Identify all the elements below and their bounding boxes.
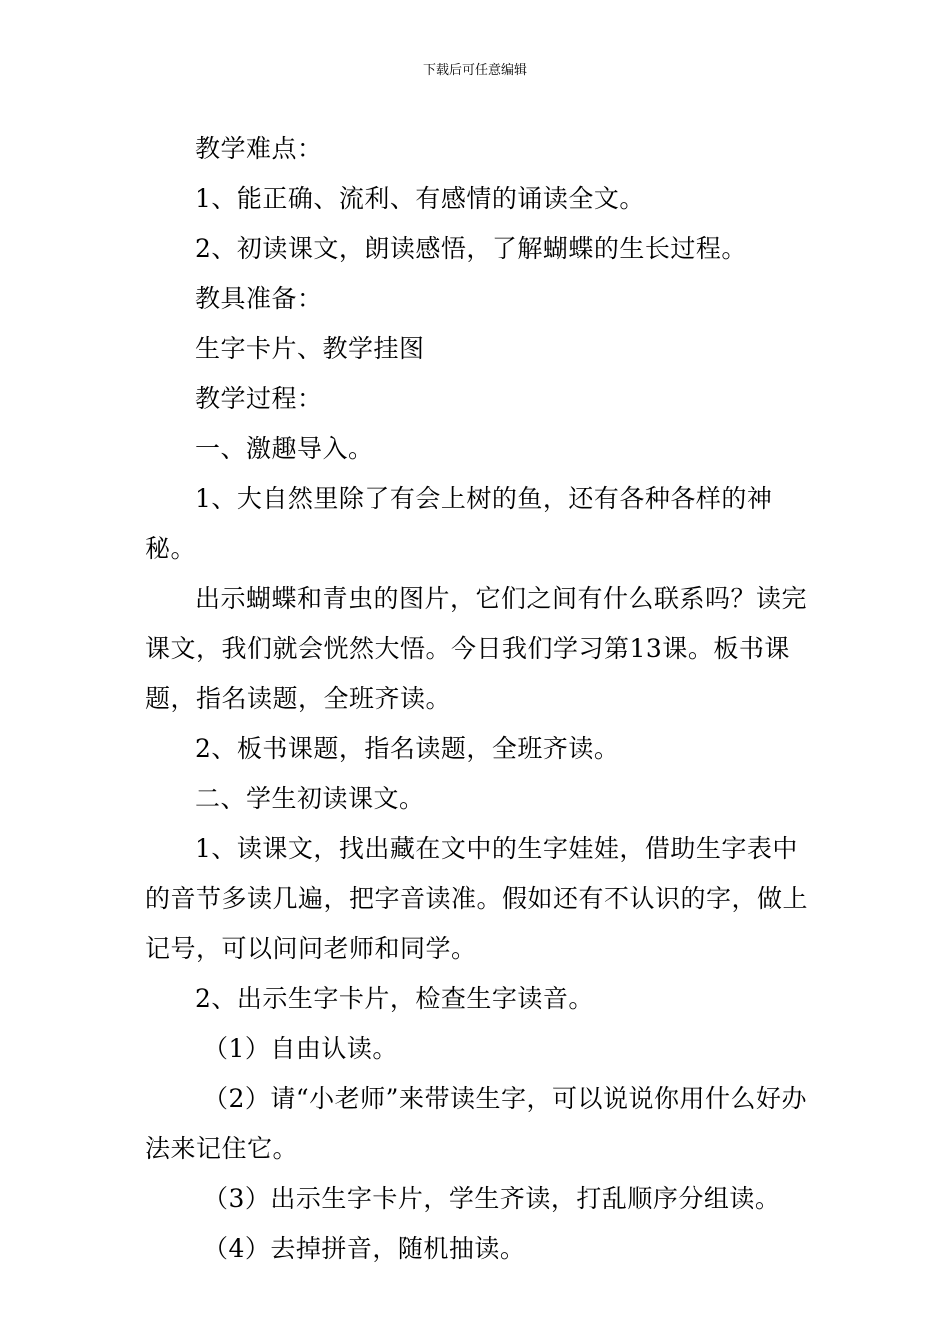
- paragraph-sub-item-1: （1）自由认读。: [203, 1034, 398, 1063]
- paragraph-section-2-item-1: 1、读课文，找出藏在文中的生字娃娃，借助生字表中的音节多读几遍，把字音读准。假如还有不认识的字，做上记号，可以问问老师和同学。: [145, 834, 809, 963]
- page-header: 下载后可任意编辑: [422, 63, 527, 78]
- paragraph-section-1-item-1: 1、大自然里除了有会上树的鱼，还有各种各样的神秘。: [145, 484, 773, 563]
- paragraph-section-1: 一、激趣导入。: [195, 434, 374, 463]
- paragraph-section-1-detail: 出示蝴蝶和青虫的图片，它们之间有什么联系吗？读完课文，我们就会恍然大悟。今日我们学习第13课。板书课题，指名读题，全班齐读。: [145, 584, 808, 713]
- paragraph-process-heading: 教学过程：: [195, 384, 323, 413]
- paragraph-section-1-item-2: 2、板书课题，指名读题，全班齐读。: [195, 734, 620, 763]
- paragraph-sub-item-4: （4）去掉拼音，随机抽读。: [203, 1234, 526, 1263]
- paragraph-section-2: 二、学生初读课文。: [195, 784, 425, 813]
- paragraph-teaching-difficulty-heading: 教学难点：: [195, 134, 323, 163]
- document-body: [145, 124, 809, 1274]
- paragraph-sub-item-2: （2）请“小老师”来带读生字，可以说说你用什么好办法来记住它。: [145, 1084, 807, 1163]
- paragraph-sub-item-3: （3）出示生字卡片，学生齐读，打乱顺序分组读。: [203, 1184, 781, 1213]
- paragraph-materials: 生字卡片、教学挂图: [195, 334, 425, 363]
- paragraph-section-2-item-2: 2、出示生字卡片，检查生字读音。: [195, 984, 594, 1013]
- paragraph-difficulty-1: 1、能正确、流利、有感情的诵读全文。: [195, 184, 645, 213]
- paragraph-materials-heading: 教具准备：: [195, 284, 323, 313]
- paragraph-difficulty-2: 2、初读课文，朗读感悟，了解蝴蝶的生长过程。: [195, 234, 747, 263]
